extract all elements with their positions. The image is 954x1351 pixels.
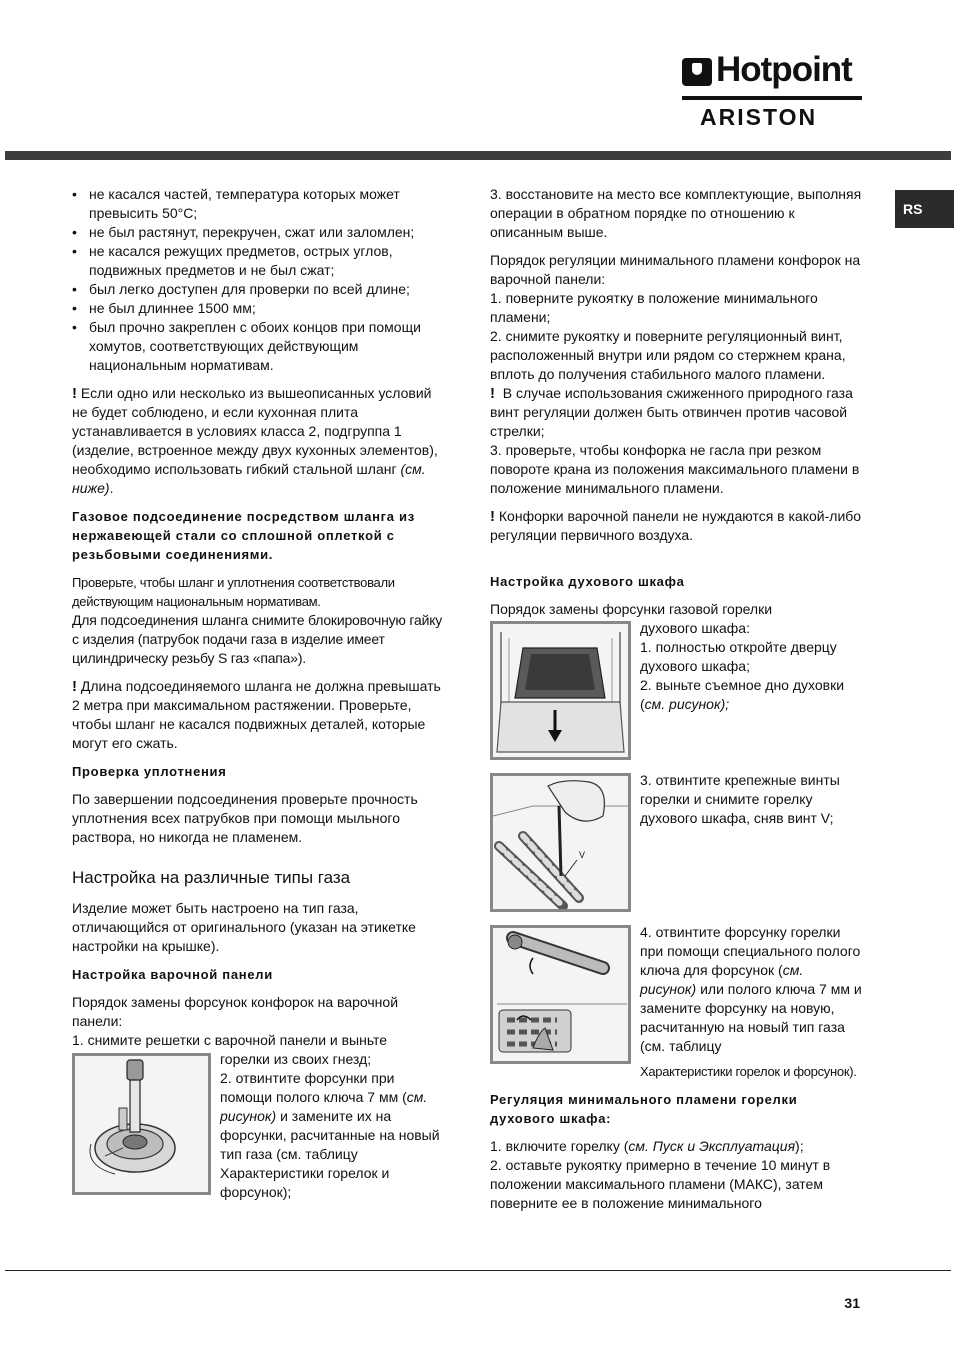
oven-bottom-illustration	[493, 624, 628, 757]
section-heading: Газовое подсоединение посредством шланга из нержавеющей стали со сплошной оплеткой с резьбовыми соединениями.	[72, 509, 415, 562]
step-text: и замените их на форсунки, расчитанные на новый тип газа (см. таблицу Характеристики горелок и форсунок);	[220, 1108, 440, 1200]
section-heading: Настройка духового шкафа	[490, 574, 685, 589]
hose-text-2: Для подсоединения шланга снимите блокировочную гайку с изделия (патрубок подачи газа в изделие имеет цилиндрическу резьбу S газ «папа»).	[72, 612, 443, 666]
step-text: 2. отвинтите форсунки при помощи полого ключа 7 мм (	[220, 1070, 407, 1105]
hob-step-1: 1. снимите решетки с варочной панели и выньте	[72, 1032, 388, 1048]
oven-intro-2: духового шкафа:	[640, 620, 750, 636]
section-title: Настройка на различные типы газа	[72, 868, 351, 887]
min-flame-intro: Порядок регуляции минимального пламени конфорок на варочной панели:	[490, 252, 861, 287]
language-tab: RS	[895, 190, 954, 228]
min-warning	[490, 384, 862, 441]
right-column	[490, 185, 862, 1213]
burner-nozzle-figure	[72, 1053, 211, 1195]
cross-reference: (см. ниже)	[72, 461, 426, 496]
min-step-2: 2. снимите рукоятку и поверните регуляционный винт, расположенный внутри или рядом со стержнем крана, вплоть до получения стабильного малого пламени.	[490, 328, 846, 382]
warning-icon: !	[490, 508, 495, 525]
section-heading: Проверка уплотнения	[72, 764, 227, 779]
oven-bottom-figure	[490, 621, 631, 760]
step-text: );	[795, 1138, 804, 1154]
oven-nozzle-figure	[490, 925, 631, 1064]
oven-burner-screw-illustration	[493, 776, 628, 909]
logo-rule	[682, 96, 862, 100]
warning-icon: !	[72, 385, 77, 402]
warning-text: В случае использования сжиженного природного газа винт регуляции должен быть отвинчен против часовой стрелки;	[490, 385, 853, 439]
hob-step-3: 3. восстановите на место все комплектующие, выполняя операции в обратном порядке по отношению к описанным выше.	[490, 186, 862, 240]
cross-reference: см. Пуск и Эксплуатация	[628, 1138, 796, 1154]
oven-intro: Порядок замены форсунки газовой горелки	[490, 601, 773, 617]
hotpoint-ariston-logo	[682, 50, 864, 134]
step-text: 4. отвинтите форсунку горелки при помощи специального полого ключа для форсунок (	[640, 924, 861, 978]
warning-paragraph	[72, 677, 444, 753]
min-flame-section	[490, 251, 862, 498]
oven-min-step-2: 2. оставьте рукоятку примерно в течение 10 минут в положении максимального пламени (МАКС), затем поверните ее в положение минимального	[490, 1157, 831, 1211]
warning-text: Длина подсоединяемого шланга не должна превышать 2 метра при максимальном растяжении. Проверьте, чтобы шланг не касался подвижных деталей, которые могут его сжать.	[72, 678, 441, 751]
cross-reference: см. рисунок)	[640, 962, 804, 997]
step-text: 1. включите горелку (	[490, 1138, 629, 1154]
oven-step-4-cont: Характеристики горелок и форсунок).	[640, 1064, 857, 1079]
hob-step-1-cont: горелки из своих гнезд;	[220, 1051, 372, 1067]
header-bar	[5, 151, 951, 160]
warning-text: Конфорки варочной панели не нуждаются в какой-либо регуляции первичного воздуха.	[490, 508, 862, 543]
list-item: • не касался режущих предметов, острых углов, подвижных предметов и не был сжат;	[72, 242, 444, 280]
warning-paragraph	[72, 384, 444, 498]
min-step-1: 1. поверните рукоятку в положение минимального пламени;	[490, 290, 818, 325]
hose-conditions-list	[72, 185, 444, 375]
seal-paragraph: По завершении подсоединения проверьте прочность уплотнения всех патрубков при помощи мыльного раствора, но никогда не пламенем.	[72, 791, 418, 845]
hose-text-1: Проверьте, чтобы шланг и уплотнения соответствовали действующим национальным нормативам.	[72, 575, 395, 609]
list-item: • был легко доступен для проверки по всей длине;	[72, 280, 444, 299]
oven-min-step-1	[490, 1137, 862, 1156]
list-item: • не был растянут, перекручен, сжат или заломлен;	[72, 223, 444, 242]
oven-nozzle-wrench-illustration	[493, 928, 628, 1061]
logo-mark-icon	[682, 58, 712, 86]
brand-sub: ARISTON	[700, 104, 818, 130]
warning-paragraph	[490, 507, 862, 545]
page-number: 31	[844, 1295, 860, 1311]
punctuation: .	[109, 480, 114, 496]
oven-burner-figure	[490, 773, 631, 912]
list-item: • не был длиннее 1500 мм;	[72, 299, 444, 318]
hob-intro: Порядок замены форсунок конфорок на варочной панели:	[72, 994, 399, 1029]
warning-icon: !	[72, 678, 77, 695]
gas-paragraph: Изделие может быть настроено на тип газа, отличающийся от оригинального (указан на этикетке настройки на крышке).	[72, 900, 416, 954]
brand-name: Hotpoint	[716, 50, 852, 89]
section-heading: Регуляция минимального пламени горелки духового шкафа:	[490, 1092, 798, 1126]
warning-text: Если одно или несколько из вышеописанных условий не будет соблюдено, и если кухонная плита устанавливается в условиях класса 2, подгруппа 1 (изделие, встроенное между двух кухонных элементов), необходимо использовать гибкий стальной шланг	[72, 385, 438, 477]
left-column	[72, 185, 444, 1202]
list-item: • не касался частей, температура которых может превысить 50°C;	[72, 185, 444, 223]
burner-wrench-illustration	[75, 1056, 208, 1192]
step-text: 2. выньте съемное дно духовки (	[640, 677, 845, 712]
oven-step-1: 1. полностью откройте дверцу духового шкафа;	[640, 639, 837, 674]
step-text: или полого ключа 7 мм и замените форсунку на новую, расчитанную на новый тип газа (см. таблицу	[640, 981, 862, 1054]
cross-reference: см. рисунок)	[220, 1089, 428, 1124]
oven-step-3: 3. отвинтите крепежные винты горелки и снимите горелку духового шкафа, сняв винт V;	[640, 772, 840, 826]
section-heading: Настройка варочной панели	[72, 967, 273, 982]
warning-icon: !	[490, 385, 495, 402]
footer-rule	[5, 1270, 951, 1271]
cross-reference: см. рисунок);	[644, 696, 730, 712]
min-step-3: 3. проверьте, чтобы конфорка не гасла при резком повороте крана из положения максимального пламени в положение минимального пламени.	[490, 442, 860, 496]
hose-paragraph	[72, 573, 444, 668]
figure-label-v: V	[579, 850, 586, 860]
list-item: • был прочно закреплен с обоих концов при помощи хомутов, соответствующих действующим национальным нормативам.	[72, 318, 444, 375]
